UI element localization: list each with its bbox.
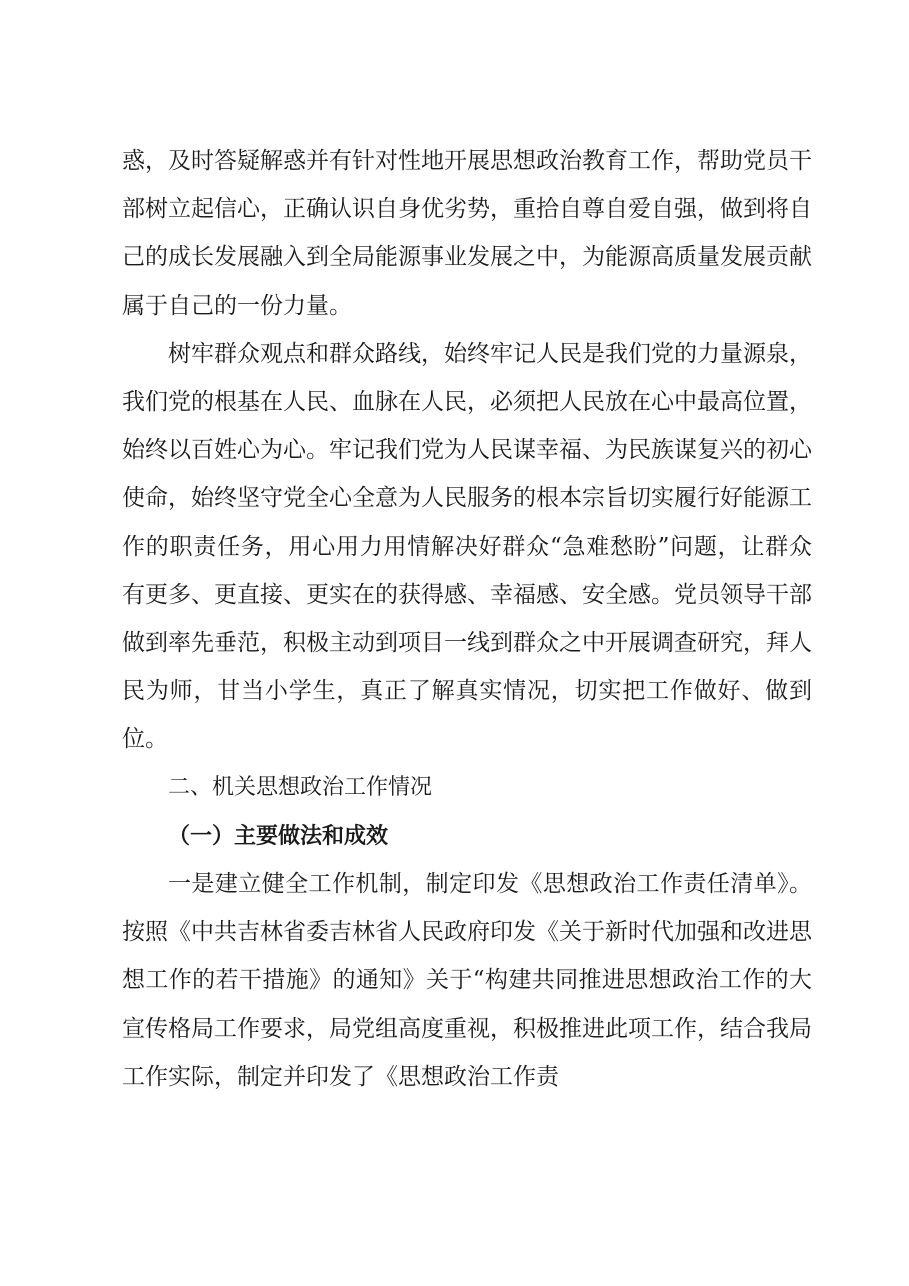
paragraph-mass-line: 树牢群众观点和群众路线，始终牢记人民是我们党的力量源泉，我们党的根基在人民、血脉在人民，必须把人民放在心中最高位置，始终以百姓心为心。牢记我们党为人民谋幸福、为民族谋复兴的初心使命，始终坚守党全心全意为人民服务的根本宗旨切实履行好能源工作的职责任务，用心用力用情解决好群众“急难愁盼”问题，让群众有更多、更直接、更实在的获得感、幸福感、安全感。党员领导干部做到率先垂范，积极主动到项目一线到群众之中开展调查研究，拜人民为师，甘当小学生，真正了解真实情况，切实把工作做好、做到位。 — [122, 340, 812, 753]
paragraph-work-mechanism: 一是建立健全工作机制，制定印发《思想政治工作责任清单》。按照《中共吉林省委吉林省人民政府印发《关于新时代加强和改进思想工作的若干措施》的通知》关于“构建共同推进思想政治工作的大宣传格局工作要求，局党组高度重视，积极推进此项工作，结合我局工作实际，制定并印发了《思想政治工作责 — [122, 871, 812, 1090]
document-body — [122, 137, 812, 1101]
paragraph-continuation: 惑，及时答疑解惑并有针对性地开展思想政治教育工作，帮助党员干部树立起信心，正确认识自身优劣势，重拾自尊自爱自强，做到将自己的成长发展融入到全局能源事业发展之中，为能源高质量发展贡献属于自己的一份力量。 — [122, 148, 812, 319]
subsection-heading: （一）主要做法和成效 — [168, 822, 389, 849]
section-heading: 二、机关思想政治工作情况 — [168, 774, 433, 800]
